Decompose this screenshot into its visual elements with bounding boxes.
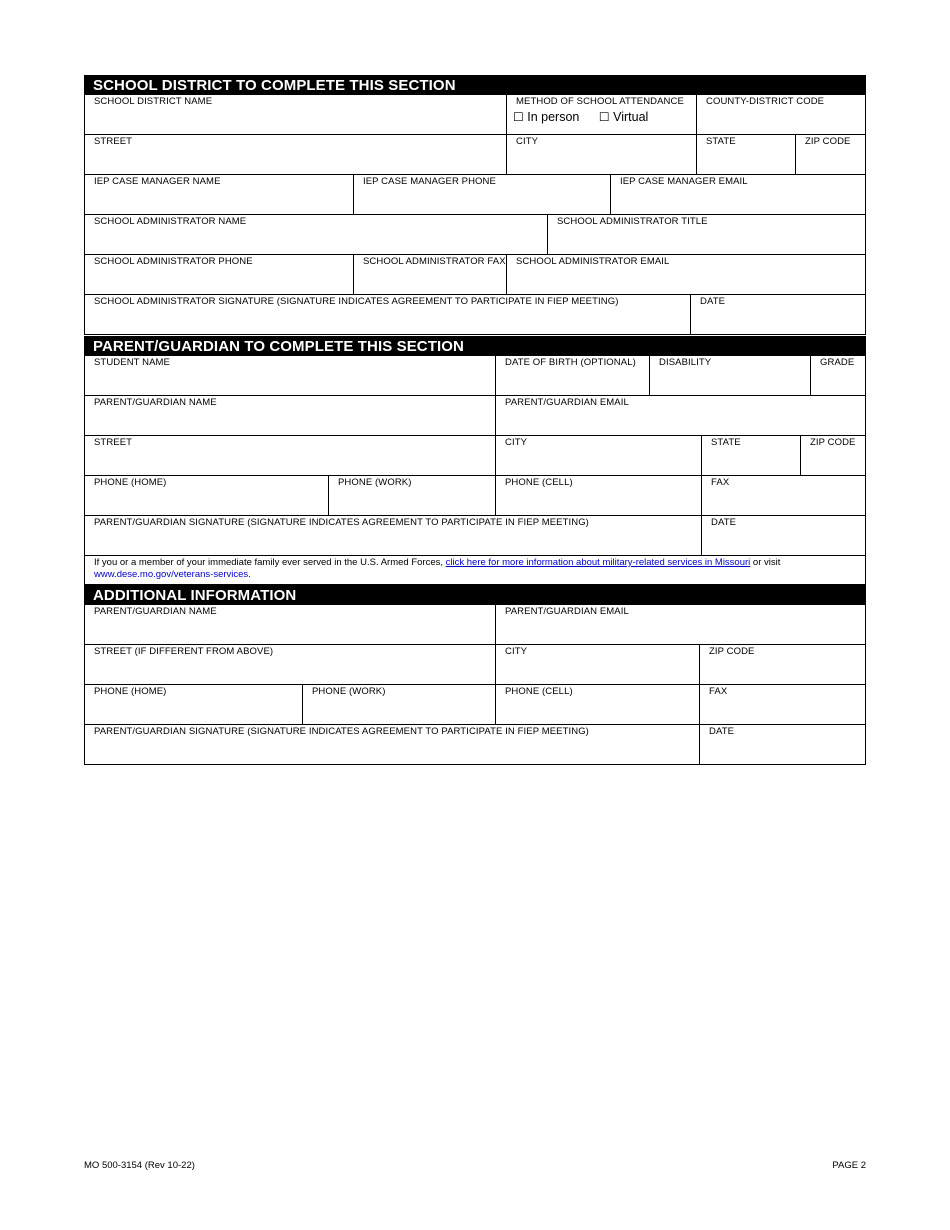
admin-name-field[interactable] bbox=[85, 215, 548, 254]
school-district-name-field[interactable] bbox=[85, 95, 507, 134]
field-label: PARENT/GUARDIAN SIGNATURE (SIGNATURE INDICATES AGREEMENT TO PARTICIPATE IN FIEP MEETING) bbox=[94, 726, 589, 737]
field-label: STATE bbox=[706, 136, 736, 147]
county-district-code-field[interactable] bbox=[697, 95, 865, 134]
school-state-field[interactable] bbox=[697, 135, 796, 174]
guardian-phone-cell-field[interactable] bbox=[496, 476, 702, 515]
row-guardian-signature bbox=[84, 516, 866, 556]
field-label: PHONE (CELL) bbox=[505, 686, 573, 697]
field-label: METHOD OF SCHOOL ATTENDANCE bbox=[516, 96, 684, 107]
field-label: SCHOOL ADMINISTRATOR PHONE bbox=[94, 256, 253, 267]
page-number: PAGE 2 bbox=[832, 1160, 866, 1171]
virtual-label: Virtual bbox=[613, 110, 649, 124]
section-header-additional: ADDITIONAL INFORMATION bbox=[84, 585, 866, 605]
row-add-address bbox=[84, 645, 866, 685]
virtual-checkbox[interactable] bbox=[599, 110, 648, 124]
guardian-name-field[interactable] bbox=[85, 396, 496, 435]
field-label: COUNTY-DISTRICT CODE bbox=[706, 96, 825, 107]
field-label: SCHOOL ADMINISTRATOR FAX bbox=[363, 256, 506, 267]
field-label: PARENT/GUARDIAN EMAIL bbox=[505, 397, 629, 408]
add-street-field[interactable] bbox=[85, 645, 496, 684]
add-fax-field[interactable] bbox=[700, 685, 865, 724]
field-label: DATE bbox=[709, 726, 735, 737]
school-street-field[interactable] bbox=[85, 135, 507, 174]
section-header-parent: PARENT/GUARDIAN TO COMPLETE THIS SECTION bbox=[84, 336, 866, 356]
row-add-guardian bbox=[84, 605, 866, 645]
field-label: ZIP CODE bbox=[805, 136, 851, 147]
field-label: SCHOOL ADMINISTRATOR NAME bbox=[94, 216, 247, 227]
guardian-city-field[interactable] bbox=[496, 436, 702, 475]
notice-or-visit: or visit bbox=[752, 557, 781, 568]
row-admin-signature bbox=[84, 295, 866, 335]
row-guardian-address bbox=[84, 436, 866, 476]
notice-text: If you or a member of your immediate family ever served in the U.S. Armed Forces, bbox=[94, 557, 443, 568]
student-name-field[interactable] bbox=[85, 356, 496, 395]
guardian-signature-field[interactable] bbox=[85, 516, 702, 555]
row-admin bbox=[84, 215, 866, 255]
fiep-form bbox=[84, 75, 866, 765]
grade-field[interactable] bbox=[811, 356, 865, 395]
row-student bbox=[84, 356, 866, 396]
guardian-fax-field[interactable] bbox=[702, 476, 865, 515]
guardian-phone-work-field[interactable] bbox=[329, 476, 496, 515]
field-label: STREET (IF DIFFERENT FROM ABOVE) bbox=[94, 646, 274, 657]
admin-phone-field[interactable] bbox=[85, 255, 354, 294]
admin-fax-field[interactable] bbox=[354, 255, 507, 294]
field-label: FAX bbox=[711, 477, 730, 488]
row-admin-contact bbox=[84, 255, 866, 295]
field-label: DISABILITY bbox=[659, 357, 712, 368]
field-label: PARENT/GUARDIAN EMAIL bbox=[505, 606, 629, 617]
row-school-address bbox=[84, 135, 866, 175]
add-signature-field[interactable] bbox=[85, 725, 700, 764]
add-zip-field[interactable] bbox=[700, 645, 865, 684]
field-label: SCHOOL ADMINISTRATOR TITLE bbox=[557, 216, 708, 227]
field-label: PARENT/GUARDIAN SIGNATURE (SIGNATURE INDICATES AGREEMENT TO PARTICIPATE IN FIEP MEETING) bbox=[94, 517, 589, 528]
add-phone-cell-field[interactable] bbox=[496, 685, 700, 724]
in-person-checkbox[interactable] bbox=[513, 110, 579, 124]
field-label: ZIP CODE bbox=[810, 437, 856, 448]
iep-manager-phone-field[interactable] bbox=[354, 175, 611, 214]
field-label: PARENT/GUARDIAN NAME bbox=[94, 397, 217, 408]
admin-signature-field[interactable] bbox=[85, 295, 691, 334]
checkbox-icon: ☐ bbox=[598, 110, 610, 124]
guardian-zip-field[interactable] bbox=[801, 436, 865, 475]
add-phone-work-field[interactable] bbox=[303, 685, 496, 724]
guardian-date-field[interactable] bbox=[702, 516, 865, 555]
disability-field[interactable] bbox=[650, 356, 811, 395]
attendance-method-field bbox=[507, 95, 697, 134]
add-city-field[interactable] bbox=[496, 645, 700, 684]
guardian-state-field[interactable] bbox=[702, 436, 801, 475]
field-label: DATE bbox=[700, 296, 726, 307]
field-label: SCHOOL ADMINISTRATOR SIGNATURE (SIGNATURE INDICATES AGREEMENT TO PARTICIPATE IN FIEP MEETING) bbox=[94, 296, 619, 307]
field-label: ZIP CODE bbox=[709, 646, 755, 657]
add-date-field[interactable] bbox=[700, 725, 865, 764]
field-label: STREET bbox=[94, 437, 133, 448]
field-label: PARENT/GUARDIAN NAME bbox=[94, 606, 217, 617]
field-label: IEP CASE MANAGER NAME bbox=[94, 176, 221, 187]
field-label: CITY bbox=[505, 437, 528, 448]
field-label: CITY bbox=[516, 136, 539, 147]
field-label: IEP CASE MANAGER PHONE bbox=[363, 176, 496, 187]
admin-date-field[interactable] bbox=[691, 295, 865, 334]
row-district bbox=[84, 95, 866, 135]
dob-field[interactable] bbox=[496, 356, 650, 395]
field-label: GRADE bbox=[820, 357, 855, 368]
field-label: SCHOOL DISTRICT NAME bbox=[94, 96, 213, 107]
row-guardian bbox=[84, 396, 866, 436]
row-add-signature bbox=[84, 725, 866, 765]
field-label: DATE OF BIRTH (OPTIONAL) bbox=[505, 357, 636, 368]
guardian-email-field[interactable] bbox=[496, 396, 865, 435]
admin-title-field[interactable] bbox=[548, 215, 865, 254]
checkbox-icon: ☐ bbox=[513, 110, 524, 124]
field-label: PHONE (WORK) bbox=[312, 686, 386, 697]
field-label: PHONE (HOME) bbox=[94, 686, 167, 697]
form-id: MO 500-3154 (Rev 10-22) bbox=[84, 1160, 195, 1171]
veterans-notice bbox=[84, 556, 866, 585]
military-services-link[interactable]: click here for more information about military-related services in Missouri bbox=[445, 557, 751, 568]
field-label: STREET bbox=[94, 136, 133, 147]
field-label: PHONE (CELL) bbox=[505, 477, 573, 488]
add-phone-home-field[interactable] bbox=[85, 685, 303, 724]
in-person-label: In person bbox=[527, 110, 580, 124]
add-guardian-email-field[interactable] bbox=[496, 605, 865, 644]
field-label: SCHOOL ADMINISTRATOR EMAIL bbox=[516, 256, 670, 267]
field-label: CITY bbox=[505, 646, 528, 657]
section-header-school: SCHOOL DISTRICT TO COMPLETE THIS SECTION bbox=[84, 75, 866, 95]
school-city-field[interactable] bbox=[507, 135, 697, 174]
admin-email-field[interactable] bbox=[507, 255, 865, 294]
field-label: STUDENT NAME bbox=[94, 357, 170, 368]
field-label: STATE bbox=[711, 437, 741, 448]
field-label: FAX bbox=[709, 686, 728, 697]
field-label: PHONE (WORK) bbox=[338, 477, 412, 488]
field-label: DATE bbox=[711, 517, 737, 528]
veterans-url[interactable]: www.dese.mo.gov/veterans-services. bbox=[94, 569, 251, 580]
field-label: PHONE (HOME) bbox=[94, 477, 167, 488]
attendance-options bbox=[513, 110, 664, 124]
row-add-phones bbox=[84, 685, 866, 725]
iep-manager-name-field[interactable] bbox=[85, 175, 354, 214]
row-guardian-phones bbox=[84, 476, 866, 516]
school-zip-field[interactable] bbox=[796, 135, 865, 174]
iep-manager-email-field[interactable] bbox=[611, 175, 865, 214]
field-label: IEP CASE MANAGER EMAIL bbox=[620, 176, 748, 187]
guardian-phone-home-field[interactable] bbox=[85, 476, 329, 515]
row-iep bbox=[84, 175, 866, 215]
add-guardian-name-field[interactable] bbox=[85, 605, 496, 644]
guardian-street-field[interactable] bbox=[85, 436, 496, 475]
